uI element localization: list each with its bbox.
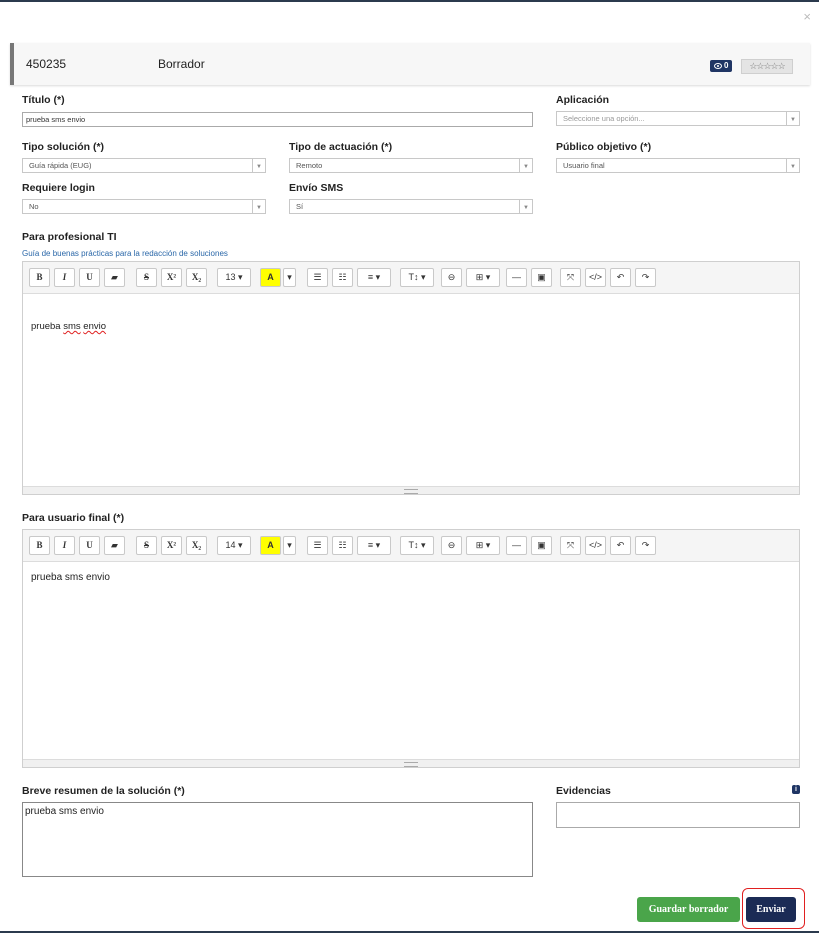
aplicacion-label: Aplicación	[556, 94, 610, 106]
superscript-button[interactable]: X²	[161, 268, 182, 287]
info-icon[interactable]: i	[792, 785, 800, 794]
font-color-dropdown[interactable]: ▾	[283, 536, 296, 555]
subscript-button[interactable]: X₂	[186, 536, 207, 555]
strikethrough-button[interactable]: S	[136, 536, 157, 555]
views-count: 0	[724, 61, 729, 70]
aplicacion-select[interactable]	[556, 111, 800, 126]
ordered-list-icon[interactable]: ☷	[332, 268, 353, 287]
tipo-solucion-value: Guía rápida (EUG)	[29, 161, 92, 170]
evidencias-label: Evidencias	[556, 785, 611, 797]
top-border	[0, 0, 819, 2]
italic-button[interactable]: I	[54, 268, 75, 287]
fullscreen-icon[interactable]: ⤧	[560, 268, 581, 287]
line-height-dropdown[interactable]: T↕ ▾	[400, 536, 434, 555]
bold-button[interactable]: B	[29, 268, 50, 287]
solution-header	[10, 43, 810, 85]
link-icon[interactable]: ⊖	[441, 268, 462, 287]
resumen-textarea[interactable]: prueba sms envio	[22, 802, 533, 877]
tipo-solucion-select[interactable]	[22, 158, 266, 173]
font-color-button[interactable]: A	[260, 268, 281, 287]
dropdown-arrow-icon: ▼	[519, 159, 532, 172]
save-draft-button[interactable]: Guardar borrador	[637, 897, 740, 922]
views-badge	[710, 60, 732, 72]
editor-usuario-final	[22, 529, 800, 768]
resize-handle[interactable]	[23, 759, 799, 767]
content-word: envio	[83, 321, 107, 332]
dropdown-arrow-icon: ▼	[252, 200, 265, 213]
guide-link[interactable]: Guía de buenas prácticas para la redacción de soluciones	[22, 249, 228, 258]
profesional-ti-label: Para profesional TI	[22, 231, 117, 243]
editor-toolbar	[23, 530, 799, 562]
editor-ti-content[interactable]	[31, 321, 106, 332]
code-view-icon[interactable]: </>	[585, 536, 606, 555]
horizontal-rule-icon[interactable]: —	[506, 536, 527, 555]
font-color-button[interactable]: A	[260, 536, 281, 555]
evidencias-field[interactable]	[556, 802, 800, 828]
font-size-select[interactable]: 13 ▾	[217, 268, 251, 287]
editor-toolbar	[23, 262, 799, 294]
tipo-actuacion-select[interactable]	[289, 158, 533, 173]
publico-objetivo-label: Público objetivo (*)	[556, 141, 652, 153]
publico-objetivo-value: Usuario final	[563, 161, 605, 170]
usuario-final-label: Para usuario final (*)	[22, 512, 125, 524]
table-dropdown[interactable]: ⊞ ▾	[466, 268, 500, 287]
titulo-input[interactable]: prueba sms envio	[22, 112, 533, 127]
tipo-solucion-label: Tipo solución (*)	[22, 141, 105, 153]
publico-objetivo-select[interactable]	[556, 158, 800, 173]
underline-button[interactable]: U	[79, 536, 100, 555]
unordered-list-icon[interactable]: ☰	[307, 268, 328, 287]
dropdown-arrow-icon: ▼	[786, 159, 799, 172]
unordered-list-icon[interactable]: ☰	[307, 536, 328, 555]
table-dropdown[interactable]: ⊞ ▾	[466, 536, 500, 555]
envio-sms-value: Sí	[296, 202, 304, 211]
dropdown-arrow-icon: ▼	[786, 112, 799, 125]
undo-icon[interactable]: ↶	[610, 536, 631, 555]
send-button[interactable]: Enviar	[746, 897, 796, 922]
bold-button[interactable]: B	[29, 536, 50, 555]
aplicacion-placeholder: Seleccione una opción...	[563, 114, 645, 123]
eraser-icon[interactable]: ▰	[104, 536, 125, 555]
ordered-list-icon[interactable]: ☷	[332, 536, 353, 555]
editor-user-content[interactable]: prueba sms envio	[31, 572, 110, 583]
strikethrough-button[interactable]: S	[136, 268, 157, 287]
star-rating[interactable]: ☆☆☆☆☆	[741, 59, 793, 74]
tipo-actuacion-value: Remoto	[296, 161, 323, 170]
tipo-actuacion-label: Tipo de actuación (*)	[289, 141, 393, 153]
content-word: sms	[63, 321, 81, 332]
image-icon[interactable]: ▣	[531, 268, 552, 287]
requiere-login-label: Requiere login	[22, 182, 95, 194]
italic-button[interactable]: I	[54, 536, 75, 555]
code-view-icon[interactable]: </>	[585, 268, 606, 287]
solution-status: Borrador	[158, 57, 205, 71]
envio-sms-select[interactable]	[289, 199, 533, 214]
titulo-label: Título (*)	[22, 94, 65, 106]
subscript-button[interactable]: X₂	[186, 268, 207, 287]
undo-icon[interactable]: ↶	[610, 268, 631, 287]
font-size-select[interactable]: 14 ▾	[217, 536, 251, 555]
underline-button[interactable]: U	[79, 268, 100, 287]
line-height-dropdown[interactable]: T↕ ▾	[400, 268, 434, 287]
link-icon[interactable]: ⊖	[441, 536, 462, 555]
redo-icon[interactable]: ↷	[635, 536, 656, 555]
editor-profesional-ti	[22, 261, 800, 495]
horizontal-rule-icon[interactable]: —	[506, 268, 527, 287]
image-icon[interactable]: ▣	[531, 536, 552, 555]
align-dropdown[interactable]: ≡ ▾	[357, 536, 391, 555]
font-color-dropdown[interactable]: ▾	[283, 268, 296, 287]
superscript-button[interactable]: X²	[161, 536, 182, 555]
requiere-login-select[interactable]	[22, 199, 266, 214]
redo-icon[interactable]: ↷	[635, 268, 656, 287]
content-word: prueba	[31, 321, 61, 332]
envio-sms-label: Envío SMS	[289, 182, 344, 194]
requiere-login-value: No	[29, 202, 39, 211]
close-icon[interactable]: ×	[803, 9, 811, 24]
dropdown-arrow-icon: ▼	[519, 200, 532, 213]
align-dropdown[interactable]: ≡ ▾	[357, 268, 391, 287]
fullscreen-icon[interactable]: ⤧	[560, 536, 581, 555]
eraser-icon[interactable]: ▰	[104, 268, 125, 287]
resumen-label: Breve resumen de la solución (*)	[22, 785, 185, 797]
eye-icon	[714, 63, 722, 69]
resize-handle[interactable]	[23, 486, 799, 494]
solution-id: 450235	[26, 57, 67, 71]
dropdown-arrow-icon: ▼	[252, 159, 265, 172]
